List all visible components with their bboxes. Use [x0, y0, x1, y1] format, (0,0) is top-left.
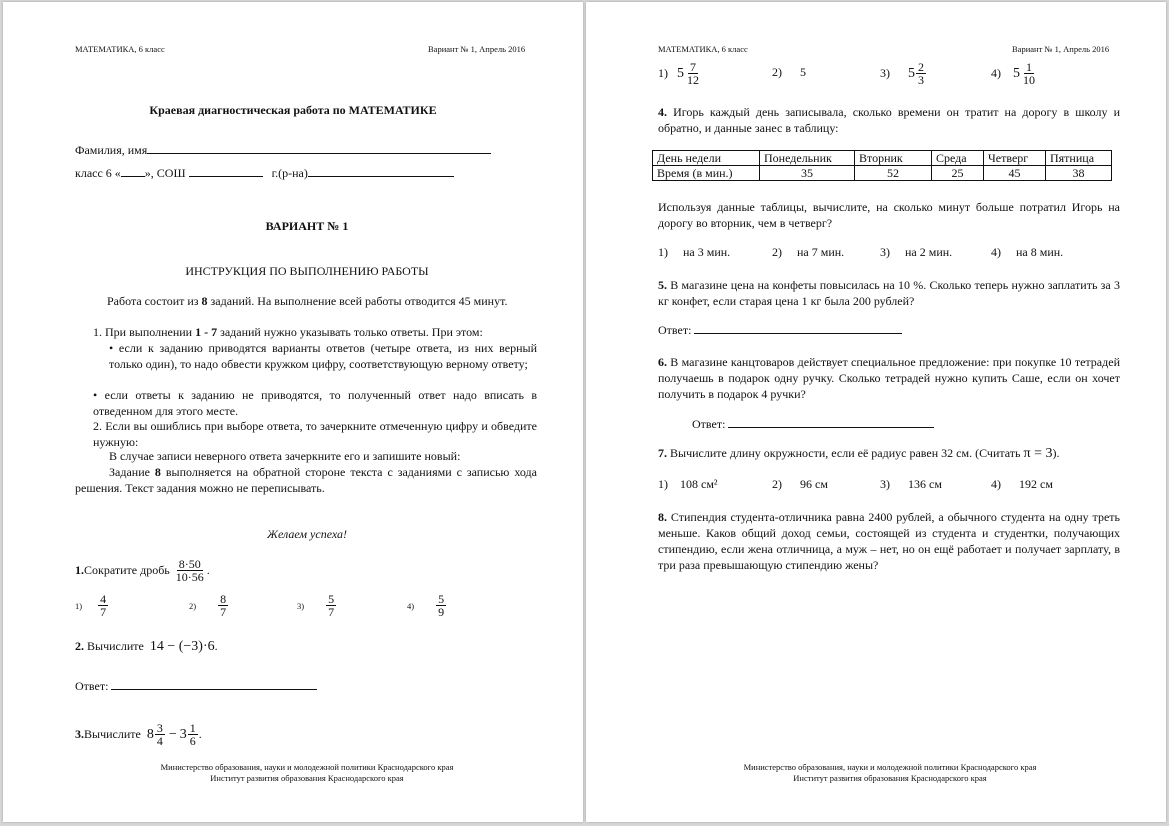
question-2: 2. Вычислите 14 − (−3)·6.: [75, 639, 218, 654]
city-field[interactable]: [308, 165, 454, 177]
q3-option-3-den: 3: [918, 73, 924, 87]
question-7: [658, 446, 1059, 462]
q3-option-2-whole: 5: [800, 65, 806, 79]
q1-option-4-den: 9: [438, 605, 445, 619]
q7-option-4-value: 192 см: [1019, 477, 1053, 491]
question-8: [658, 509, 1120, 573]
table-cell: Время (в мин.): [653, 166, 760, 181]
q7-option-4[interactable]: [991, 477, 1053, 492]
q2-expression: 14 − (−3)·6: [149, 639, 215, 654]
q6-text: В магазине канцтоваров действует специальное предложение: при покупке 10 тетрадей получаешь в подарок одну ручку. Сколько тетрадей нужно купить Саше, если он хочет получить в подарок 4 ручки?: [658, 355, 1120, 401]
q8-number: 8.: [658, 510, 667, 524]
header-variant: Вариант № 1, Апрель 2016: [428, 44, 526, 54]
q3-text: Вычислите: [84, 727, 141, 741]
table-cell: Понедельник: [760, 151, 855, 166]
q2-text: Вычислите: [84, 639, 144, 653]
q3-option-3-num: 2: [918, 60, 924, 74]
q7-option-4-label: 4): [991, 477, 1001, 491]
q7-pi-value: π = 3: [1023, 446, 1053, 461]
instructions-title: ИНСТРУКЦИЯ ПО ВЫПОЛНЕНИЮ РАБОТЫ: [185, 264, 429, 278]
q2-answer-field[interactable]: [111, 678, 317, 690]
q5-answer-row: [658, 322, 902, 338]
table-cell: 45: [984, 166, 1046, 181]
q4-option-2-value: на 7 мин.: [797, 245, 845, 259]
q6-answer-row: [692, 416, 934, 432]
instr1-text-b: заданий нужно указывать только ответы. При этом:: [217, 325, 483, 339]
surname-label: Фамилия, имя: [75, 143, 148, 157]
q3-b-num: 1: [189, 721, 196, 735]
class-label: класс 6 «: [75, 166, 121, 180]
q7-option-2-label: 2): [772, 477, 782, 491]
question-6: [658, 354, 1120, 402]
q5-answer-field[interactable]: [694, 322, 902, 334]
q1-option-4-label: 4): [407, 600, 415, 611]
q3-option-3[interactable]: [880, 61, 927, 86]
q4-option-4[interactable]: [991, 245, 1063, 260]
q1-option-1-num: 4: [100, 592, 107, 606]
q4-text: Игорь каждый день записывала, сколько времени он тратит на дорогу в школу и обратно, и данные занес в таблицу:: [658, 105, 1120, 135]
q7-text: Вычислите длину окружности, если её радиус равен 32 см. (Считать: [667, 446, 1021, 460]
q3-operator: −: [168, 726, 177, 742]
q3-option-4-whole: 5: [1013, 65, 1020, 81]
q7-option-2-value: 96 см: [800, 477, 828, 491]
q2-answer-row: [75, 678, 317, 694]
q6-answer-label: Ответ:: [692, 417, 726, 431]
header-subject: МАТЕМАТИКА, 6 класс: [658, 44, 748, 54]
q1-fraction-den: 10·56: [175, 570, 204, 584]
q3-option-3-label: 3): [880, 66, 890, 80]
intro-text-a: Работа состоит из: [107, 294, 202, 308]
q3-option-3-whole: 5: [908, 65, 915, 81]
q7-text-end: ).: [1052, 446, 1060, 460]
q1-number: 1.: [75, 563, 84, 577]
q3-mixed-a: [147, 722, 166, 747]
q1-option-3-fraction: [326, 593, 336, 618]
footer-institute: Институт развития образования Краснодарского края: [210, 773, 404, 783]
q7-option-2[interactable]: [772, 477, 828, 492]
q1-option-1[interactable]: [75, 593, 109, 618]
q8-text: Стипендия студента-отличника равна 2400 рублей, а обычного студента на одну треть меньше. Каков общий доход семьи, состоящей из студента и студентки, получающих стипендию, если жена отличница, а муж – нет, но он ещё работает и получает зарплату, в три раза превышающую стипендию жены?: [658, 510, 1120, 572]
table-cell: 35: [760, 166, 855, 181]
q1-fraction-num: 8·50: [178, 557, 201, 571]
question-5: [658, 277, 1120, 309]
q1-option-2-fraction: [218, 593, 228, 618]
q1-option-1-label: 1): [75, 600, 83, 611]
q3-option-1-den: 12: [687, 73, 699, 87]
school-field[interactable]: [189, 165, 263, 177]
class-row: [75, 165, 454, 181]
intro-count: 8: [201, 294, 208, 308]
instruction-1-bullet-1: • если к заданию приводятся варианты ответов (четыре ответа, из них верный только один), то надо обвести кружком цифру, соответствующую верному ответу;: [109, 341, 537, 371]
q4-option-4-label: 4): [991, 245, 1001, 259]
q1-fraction: [174, 558, 206, 583]
q7-option-3[interactable]: [880, 477, 942, 492]
q3-option-4-label: 4): [991, 66, 1001, 80]
instruction-1: [93, 325, 537, 340]
question-3: 3. Вычислите 8 $\frac{3}{4}$ − 3 $\frac{1}{6}$ .: [75, 721, 202, 748]
q1-option-4-fraction: [436, 593, 446, 618]
q7-option-3-label: 3): [880, 477, 890, 491]
table-row-times: [653, 166, 1112, 181]
q7-number: 7.: [658, 446, 667, 460]
q4-option-2[interactable]: [772, 245, 844, 260]
q3-a-den: 4: [156, 734, 163, 748]
doc-title: Краевая диагностическая работа по МАТЕМАТИКЕ: [149, 103, 437, 117]
table-cell: Среда: [932, 151, 984, 166]
q1-option-3[interactable]: [297, 593, 337, 618]
table-cell: Четверг: [984, 151, 1046, 166]
q3-option-1-label: 1): [658, 66, 668, 80]
q6-answer-field[interactable]: [728, 416, 934, 428]
q3-mixed-b: [180, 722, 199, 747]
instruction-2: 2. Если вы ошиблись при выборе ответа, то зачеркните отмеченную цифру и обведите нужную:: [93, 419, 537, 449]
q4-number: 4.: [658, 105, 667, 119]
task8-text-a: Задание: [109, 465, 155, 479]
q4-option-3-value: на 2 мин.: [905, 245, 953, 259]
table-cell: День недели: [653, 151, 760, 166]
q4-option-1[interactable]: [658, 245, 730, 260]
q3-b-whole: 3: [179, 726, 187, 742]
task8-number: 8: [154, 465, 161, 479]
city-label: г.(р-на): [271, 166, 308, 180]
q3-b-den: 6: [189, 734, 196, 748]
q4-option-3-label: 3): [880, 245, 890, 259]
travel-time-table: [652, 150, 1112, 181]
surname-field[interactable]: [147, 142, 491, 154]
q3-option-4[interactable]: [991, 61, 1038, 86]
q3-option-4-num: 1: [1026, 60, 1032, 74]
q3-option-1-whole: 5: [677, 65, 684, 81]
q1-text: Сократите дробь: [84, 563, 170, 577]
q3-number: 3.: [75, 727, 84, 741]
intro-text-b: заданий. На выполнение всей работы отводится 45 минут.: [207, 294, 508, 308]
q3-a-whole: 8: [146, 726, 154, 742]
q5-answer-label: Ответ:: [658, 323, 692, 337]
q7-option-1-value: 108 см²: [680, 477, 718, 491]
q1-option-1-fraction: [98, 593, 108, 618]
q1-option-2-den: 7: [220, 605, 227, 619]
q1-option-3-num: 5: [328, 592, 335, 606]
class-field[interactable]: [121, 165, 145, 177]
footer-institute: Институт развития образования Краснодарского края: [793, 773, 987, 783]
q4-option-4-value: на 8 мин.: [1016, 245, 1064, 259]
q7-option-1[interactable]: [658, 477, 718, 492]
q3-option-2-label: 2): [772, 65, 782, 79]
q1-option-2-label: 2): [189, 600, 197, 611]
q1-option-3-label: 3): [297, 600, 305, 611]
q3-option-1-num: 7: [690, 60, 696, 74]
q4-option-1-value: на 3 мин.: [683, 245, 731, 259]
table-row-days: [653, 151, 1112, 166]
task8-text-b: выполняется на обратной стороне текста с заданиями с записью хода решения. Текст задания можно не переписывать.: [75, 465, 537, 495]
variant-title: ВАРИАНТ № 1: [265, 219, 349, 233]
instruction-2-note: В случае записи неверного ответа зачеркните его и запишите новый:: [109, 449, 461, 463]
q4-option-3[interactable]: [880, 245, 952, 260]
q4-option-1-label: 1): [658, 245, 668, 259]
q2-number: 2.: [75, 639, 84, 653]
q3-option-1[interactable]: [658, 61, 702, 86]
q4-question: Используя данные таблицы, вычислите, на сколько минут больше потратил Игорь на дорогу во вторник, чем в четверг?: [658, 200, 1120, 230]
instructions-intro: [75, 294, 537, 309]
q1-option-2-num: 8: [220, 592, 227, 606]
question-1: 1. Сократите дробь $\frac{8\cdot 50}{10\cdot 56}$ .: [75, 557, 210, 584]
q1-option-4-num: 5: [438, 592, 445, 606]
q5-text: В магазине цена на конфеты повысилась на 10 %. Сколько теперь нужно заплатить за 3 кг конфет, если старая цена 1 кг была 200 рублей?: [658, 278, 1120, 308]
instruction-task-8: [75, 465, 537, 496]
header-subject: МАТЕМАТИКА, 6 класс: [75, 44, 165, 54]
instruction-1-bullet-2: • если ответы к заданию не приводятся, то полученный ответ надо вписать в отведенном для этого месте.: [93, 388, 537, 418]
header-variant: Вариант № 1, Апрель 2016: [1012, 44, 1110, 54]
q2-answer-label: Ответ:: [75, 679, 109, 693]
good-luck-wish: Желаем успеха!: [266, 527, 348, 541]
table-cell: 38: [1046, 166, 1112, 181]
question-4: [658, 104, 1120, 136]
q3-option-4-den: 10: [1023, 73, 1035, 87]
q1-option-1-den: 7: [100, 605, 107, 619]
q3-a-num: 3: [156, 721, 163, 735]
q7-option-3-value: 136 см: [908, 477, 942, 491]
q1-option-4[interactable]: [407, 593, 447, 618]
q7-option-1-label: 1): [658, 477, 668, 491]
surname-row: [75, 142, 491, 158]
instr1-range: 1 - 7: [195, 325, 218, 339]
footer-ministry: Министерство образования, науки и молодежной политики Краснодарского края: [743, 762, 1037, 772]
q1-option-2[interactable]: [189, 593, 229, 618]
table-cell: 25: [932, 166, 984, 181]
q3-option-2[interactable]: [772, 65, 806, 80]
table-cell: 52: [855, 166, 932, 181]
school-label: », СОШ: [144, 166, 186, 180]
q6-number: 6.: [658, 355, 667, 369]
footer-ministry: Министерство образования, науки и молодежной политики Краснодарского края: [160, 762, 454, 772]
q1-option-3-den: 7: [328, 605, 335, 619]
instr1-text-a: 1. При выполнении: [93, 325, 196, 339]
q5-number: 5.: [658, 278, 667, 292]
q4-option-2-label: 2): [772, 245, 782, 259]
page-right: [586, 2, 1166, 822]
table-cell: Пятница: [1046, 151, 1112, 166]
table-cell: Вторник: [855, 151, 932, 166]
page-left: [3, 2, 583, 822]
